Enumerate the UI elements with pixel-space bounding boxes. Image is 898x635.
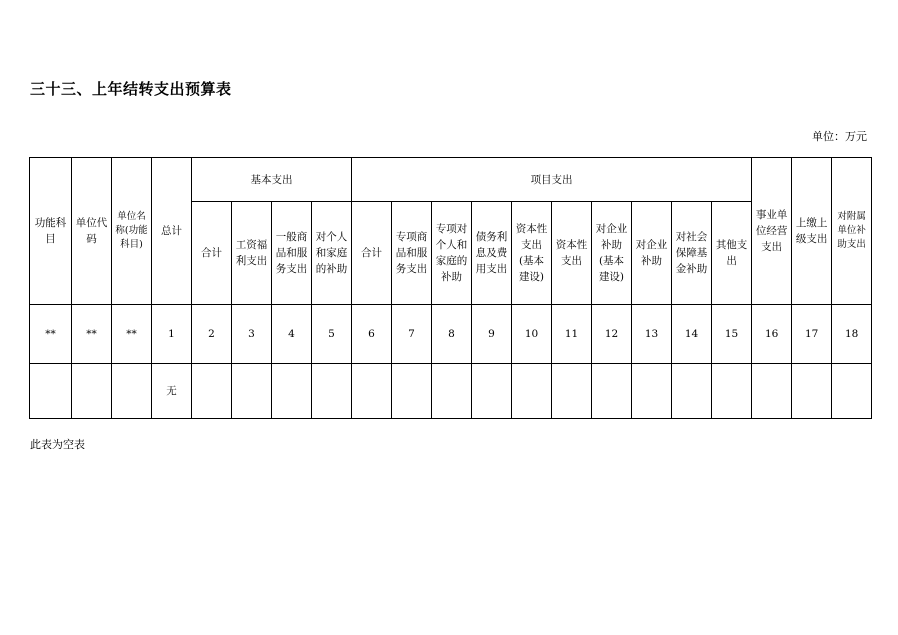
header-unit-name: 单位名称(功能科目) (112, 158, 152, 305)
header-functional-code: 功能科目 (30, 158, 72, 305)
data-cell (632, 364, 672, 419)
header-project-col: 债务利息及费用支出 (472, 202, 512, 305)
index-row (30, 305, 872, 364)
empty-mark: 无 (152, 364, 192, 419)
index-cell: 13 (632, 305, 672, 364)
header-project-col: 合计 (352, 202, 392, 305)
header-upper-payment: 上缴上级支出 (792, 158, 832, 305)
index-cell: 8 (432, 305, 472, 364)
unit-label: 单位：万元 (812, 130, 867, 143)
index-cell: 1 (152, 305, 192, 364)
index-cell: 18 (832, 305, 872, 364)
index-cell: 12 (592, 305, 632, 364)
index-cell: 7 (392, 305, 432, 364)
data-cell (312, 364, 352, 419)
header-group-basic: 基本支出 (192, 158, 352, 202)
data-cell (352, 364, 392, 419)
header-subsidiary-subsidy: 对附属单位补助支出 (832, 158, 872, 305)
index-cell: ** (72, 305, 112, 364)
header-total: 总计 (152, 158, 192, 305)
data-cell (592, 364, 632, 419)
index-cell: 6 (352, 305, 392, 364)
data-cell (512, 364, 552, 419)
index-cell: 9 (472, 305, 512, 364)
data-cell (432, 364, 472, 419)
header-project-col: 资本性支出 (552, 202, 592, 305)
index-cell: 16 (752, 305, 792, 364)
header-basic-col: 对个人和家庭的补助 (312, 202, 352, 305)
data-cell (112, 364, 152, 419)
header-row-1 (30, 158, 872, 202)
data-cell (832, 364, 872, 419)
header-unit-code: 单位代码 (72, 158, 112, 305)
footnote: 此表为空表 (30, 438, 85, 451)
data-cell (392, 364, 432, 419)
index-cell: ** (112, 305, 152, 364)
index-cell: 4 (272, 305, 312, 364)
budget-table (29, 157, 872, 419)
header-project-col: 对企业补助(基本建设) (592, 202, 632, 305)
index-cell: 5 (312, 305, 352, 364)
header-basic-col: 合计 (192, 202, 232, 305)
data-cell (272, 364, 312, 419)
header-basic-col: 一般商品和服务支出 (272, 202, 312, 305)
data-cell (552, 364, 592, 419)
data-cell (672, 364, 712, 419)
data-row (30, 364, 872, 419)
data-cell (72, 364, 112, 419)
index-cell: 15 (712, 305, 752, 364)
header-group-project: 项目支出 (352, 158, 752, 202)
index-cell: 10 (512, 305, 552, 364)
header-project-col: 对社会保障基金补助 (672, 202, 712, 305)
header-project-col: 专项商品和服务支出 (392, 202, 432, 305)
header-project-col: 对企业补助 (632, 202, 672, 305)
index-cell: 17 (792, 305, 832, 364)
page-title: 三十三、上年结转支出预算表 (30, 80, 232, 98)
header-basic-col: 工资福利支出 (232, 202, 272, 305)
header-project-col: 其他支出 (712, 202, 752, 305)
index-cell: 14 (672, 305, 712, 364)
data-cell (792, 364, 832, 419)
data-cell (752, 364, 792, 419)
index-cell: 11 (552, 305, 592, 364)
header-project-col: 专项对个人和家庭的补助 (432, 202, 472, 305)
header-project-col: 资本性支出(基本建设) (512, 202, 552, 305)
data-cell (472, 364, 512, 419)
index-cell: ** (30, 305, 72, 364)
index-cell: 2 (192, 305, 232, 364)
data-cell (30, 364, 72, 419)
header-enterprise-operation: 事业单位经营支出 (752, 158, 792, 305)
data-cell (192, 364, 232, 419)
index-cell: 3 (232, 305, 272, 364)
data-cell (712, 364, 752, 419)
data-cell (232, 364, 272, 419)
